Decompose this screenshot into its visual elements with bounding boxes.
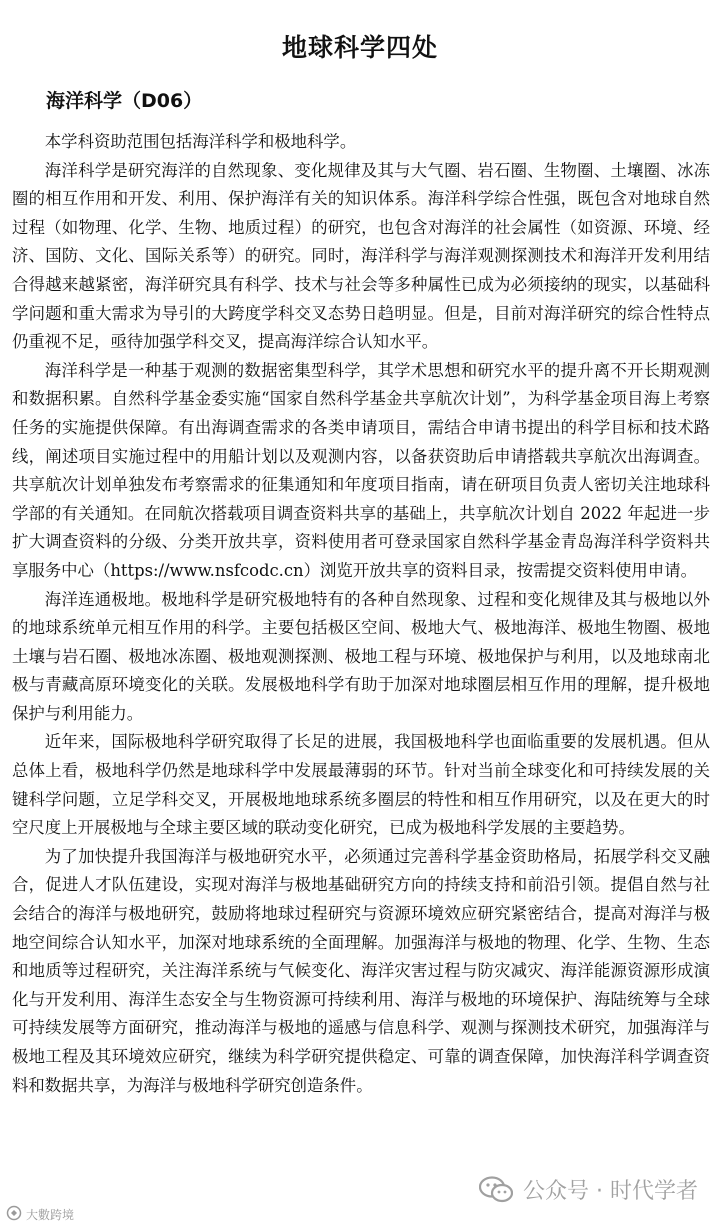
wechat-watermark xyxy=(479,1174,698,1205)
stamp-icon xyxy=(6,1205,22,1224)
corner-stamp xyxy=(6,1205,74,1224)
body-text xyxy=(12,128,710,1100)
paragraph-scope: 本学科资助范围包括海洋科学和极地科学。 xyxy=(44,132,357,151)
watermark-footer xyxy=(0,1170,720,1230)
paragraph-funding-strategy: 为了加快提升我国海洋与极地研究水平，必须通过完善科学基金资助格局，拓展学科交叉融合，促进人才队伍建设，实现对海洋与极地基础研究方向的持续支持和前沿引领。提倡自然与社会结合的海洋与极地研究，鼓励将地球过程研究与资源环境效应研究紧密结合，提高对海洋与极地空间综合认知水平，加深对地球系统的全面理解。加强海洋与极地的物理、化学、生物、生态和地质等过程研究，关注海洋系统与气候变化、海洋灾害过程与防灾减灾、海洋能源资源形成演化与开发利用、海洋生态安全与生物资源可持续利用、海洋与极地的环境保护、海陆统筹与全球可持续发展等方面研究，推动海洋与极地的遥感与信息科学、观测与探测技术研究，加强海洋与极地工程及其环境效应研究，继续为科学研究提供稳定、可靠的调查保障，加快海洋科学调查资料和数据共享，为海洋与极地科学研究创造条件。 xyxy=(12,846,710,1095)
paragraph-polar-science: 海洋连通极地。极地科学是研究极地特有的各种自然现象、过程和变化规律及其与极地以外的地球系统单元相互作用的科学。主要包括极区空间、极地大气、极地海洋、极地生物圈、极地土壤与岩石圈、极地冰冻圈、极地观测探测、极地工程与环境、极地保护与利用，以及地球南北极与青藏高原环境变化的关联。发展极地科学有助于加深对地球圈层相互作用的理解，提升极地保护与利用能力。 xyxy=(12,589,710,723)
page-title: 地球科学四处 xyxy=(281,33,438,62)
paragraph-polar-trends: 近年来，国际极地科学研究取得了长足的进展，我国极地科学也面临重要的发展机遇。但从总体上看，极地科学仍然是地球科学中发展最薄弱的环节。针对当前全球变化和可持续发展的关键科学问题，立足学科交叉，开展极地地球系统多圈层的特性和相互作用研究，以及在更大的时空尺度上开展极地与全球主要区域的联动变化研究，已成为极地科学发展的主要趋势。 xyxy=(12,732,710,838)
paragraph-ocean-science: 海洋科学是研究海洋的自然现象、变化规律及其与大气圈、岩石圈、生物圈、土壤圈、冰冻圈的相互作用和开发、利用、保护海洋有关的知识体系。海洋科学综合性强，既包含对地球自然过程（如物理、化学、生物、地质过程）的研究，也包含对海洋的社会属性（如资源、环境、经济、国防、文化、国际关系等）的研究。同时，海洋科学与海洋观测探测技术和海洋开发利用结合得越来越紧密，海洋研究具有科学、技术与社会等多种属性已成为必须接纳的现实，以基础科学问题和重大需求为导引的大跨度学科交叉态势日趋明显。但是，目前对海洋研究的综合性特点仍重视不足，亟待加强学科交叉，提高海洋综合认知水平。 xyxy=(12,160,710,352)
paragraph-shared-cruise: 海洋科学是一种基于观测的数据密集型科学，其学术思想和研究水平的提升离不开长期观测和数据积累。自然科学基金委实施“国家自然科学基金共享航次计划”，为科学基金项目海上考察任务的实施提供保障。有出海调查需求的各类申请项目，需结合申请书提出的科学目标和技术路线，阐述项目实施过程中的用船计划以及观测内容，以备获资助后申请搭载共享航次出海调查。共享航次计划单独发布考察需求的征集通知和年度项目指南，请在研项目负责人密切关注地球科学部的有关通知。在同航次搭载项目调查资料共享的基础上，共享航次计划自 2022 年起进一步扩大调查资料的分级、分类开放共享，资料使用者可登录国家自然科学基金青岛海洋科学资料共享服务中心（https://www.nsfcodc.cn）浏览开放共享的资料目录，按需提交资料使用申请。 xyxy=(12,360,710,580)
section-heading: 海洋科学（D06） xyxy=(46,90,203,112)
corner-stamp-label: 大數跨境 xyxy=(26,1208,75,1222)
wechat-icon xyxy=(479,1176,513,1204)
wechat-account-label: 公众号 · 时代学者 xyxy=(523,1179,698,1204)
